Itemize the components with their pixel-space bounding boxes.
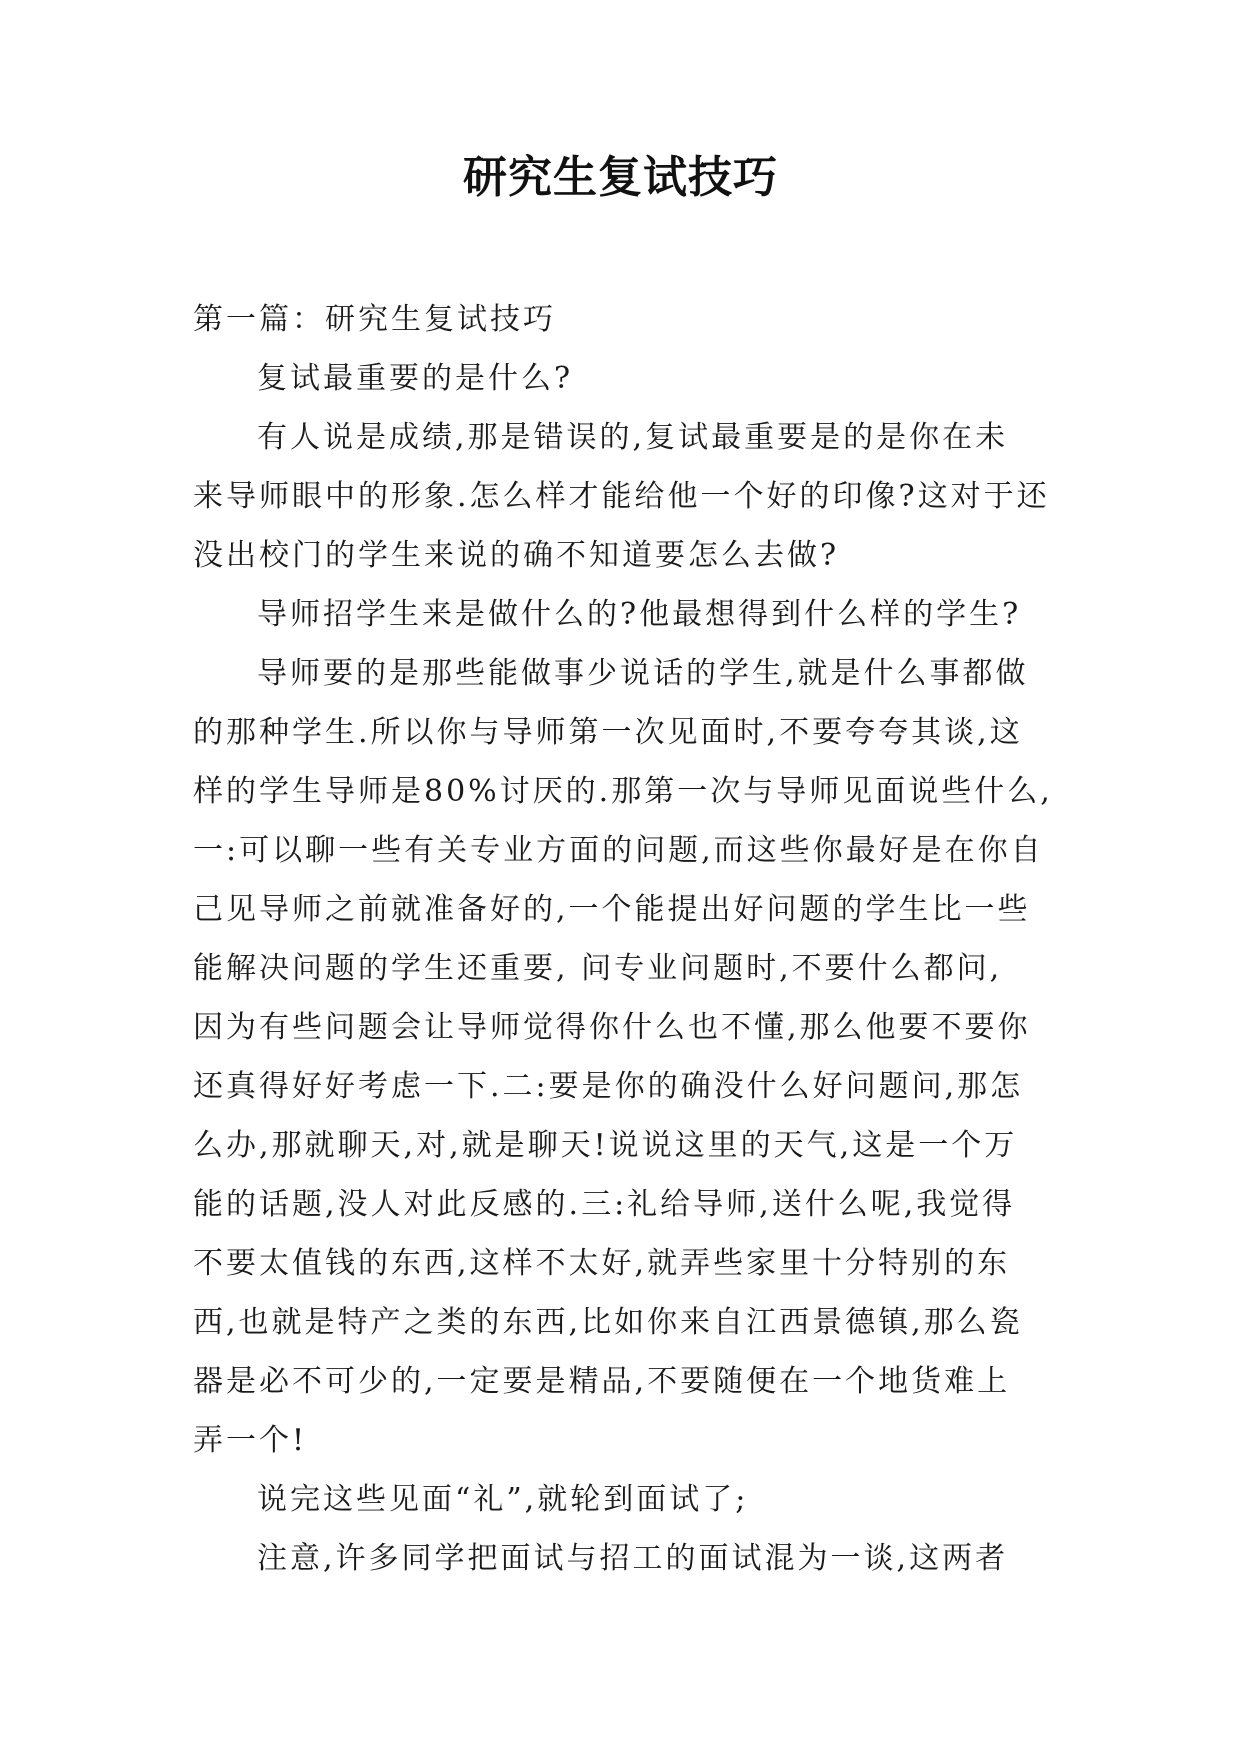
text-line: 己见导师之前就准备好的,一个能提出好问题的学生比一些	[193, 892, 1031, 927]
text-line: 没出校门的学生来说的确不知道要怎么去做?	[193, 538, 840, 573]
text-line: 复试最重要的是什么?	[257, 361, 574, 396]
text-line: 不要太值钱的东西,这样不太好,就弄些家里十分特别的东	[193, 1246, 1011, 1281]
text-line: 的那种学生.所以你与导师第一次见面时,不要夸夸其谈,这	[193, 715, 1023, 750]
text-line: 能解决问题的学生还重要, 问专业问题时,不要什么都问,	[193, 951, 1003, 986]
text-line: 说完这些见面“礼”,就轮到面试了;	[257, 1482, 749, 1517]
document-title: 研究生复试技巧	[463, 152, 778, 203]
text-line: 导师招学生来是做什么的?他最想得到什么样的学生?	[257, 597, 1022, 632]
text-line: 来导师眼中的形象.怎么样才能给他一个好的印像?这对于还	[193, 479, 1050, 514]
text-line: 西,也就是特产之类的东西,比如你来自江西景德镇,那么瓷	[193, 1305, 1023, 1340]
text-line: 器是必不可少的,一定要是精品,不要随便在一个地货难上	[193, 1364, 1011, 1399]
text-line: 一:可以聊一些有关专业方面的问题,而这些你最好是在你自	[193, 833, 1044, 868]
text-line: 有人说是成绩,那是错误的,复试最重要是的是你在未	[257, 420, 1009, 455]
text-line: 第一篇：研究生复试技巧	[193, 302, 556, 337]
text-line: 么办,那就聊天,对,就是聊天!说说这里的天气,这是一个万	[193, 1128, 1018, 1163]
text-line: 样的学生导师是80%讨厌的.那第一次与导师见面说些什么,	[193, 774, 1053, 809]
text-line: 能的话题,没人对此反感的.三:礼给导师,送什么呢,我觉得	[193, 1187, 1016, 1222]
text-line: 还真得好好考虑一下.二:要是你的确没什么好问题问,那怎	[193, 1069, 1024, 1104]
text-line: 导师要的是那些能做事少说话的学生,就是什么事都做	[257, 656, 1029, 691]
document-body	[193, 290, 1053, 1588]
text-line: 因为有些问题会让导师觉得你什么也不懂,那么他要不要你	[193, 1010, 1031, 1045]
text-line: 弄一个!	[193, 1423, 308, 1458]
text-line: 注意,许多同学把面试与招工的面试混为一谈,这两者	[257, 1541, 1009, 1576]
